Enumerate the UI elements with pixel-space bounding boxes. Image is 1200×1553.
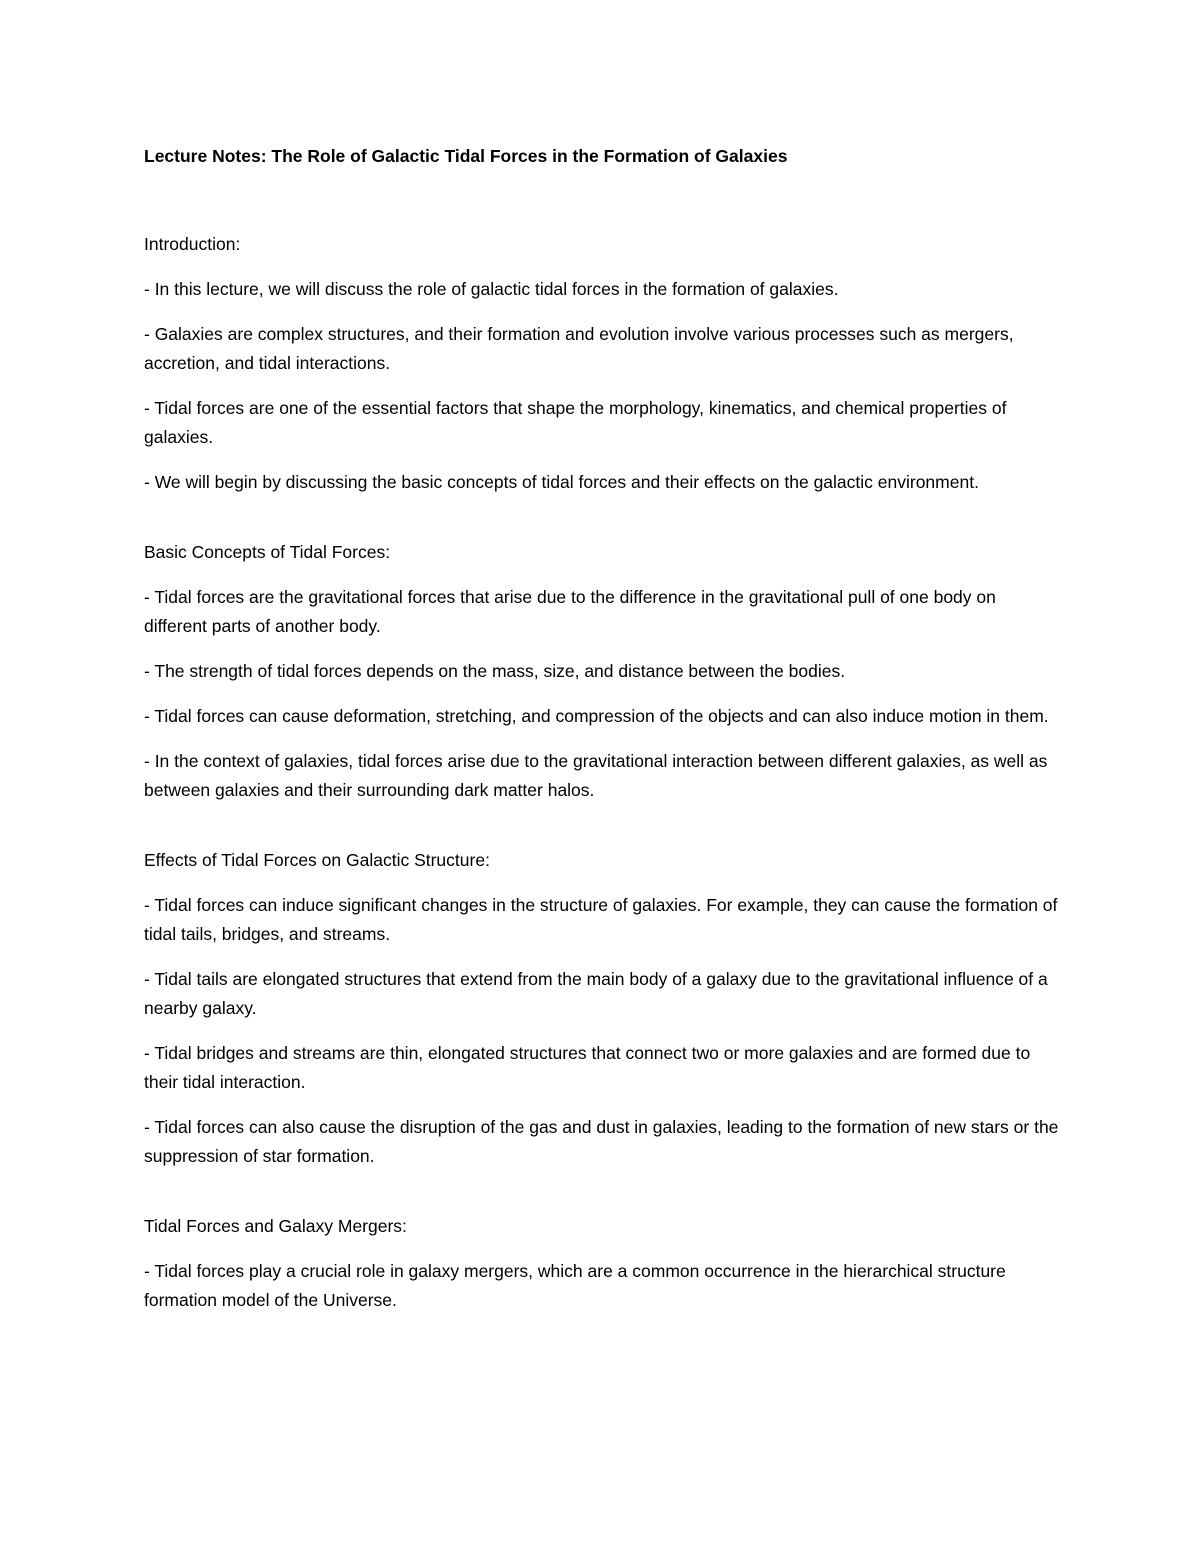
- bullet-item: - In this lecture, we will discuss the role of galactic tidal forces in the formation of galaxies.: [144, 279, 839, 299]
- bullet-item: - The strength of tidal forces depends on the mass, size, and distance between the bodies.: [144, 661, 846, 681]
- bullet-item: - Tidal forces are one of the essential factors that shape the morphology, kinematics, and chemical properties of galaxies.: [144, 398, 1007, 447]
- bullet-item: - Tidal forces can induce significant changes in the structure of galaxies. For example, they can cause the formation of tidal tails, bridges, and streams.: [144, 895, 1058, 944]
- bullet-item: - We will begin by discussing the basic concepts of tidal forces and their effects on the galactic environment.: [144, 472, 979, 492]
- bullet-item: - Tidal forces play a crucial role in galaxy mergers, which are a common occurrence in the hierarchical structure formation model of the Universe.: [144, 1261, 1006, 1310]
- section-mergers: [144, 1212, 1059, 1315]
- document-body: [144, 142, 1059, 1331]
- bullet-item: - In the context of galaxies, tidal forces arise due to the gravitational interaction between different galaxies, as well as between galaxies and their surrounding dark matter halos.: [144, 751, 1048, 800]
- bullet-item: - Tidal forces can cause deformation, stretching, and compression of the objects and can also induce motion in them.: [144, 706, 1049, 726]
- section-heading: Effects of Tidal Forces on Galactic Structure:: [144, 850, 490, 870]
- section-heading: Tidal Forces and Galaxy Mergers:: [144, 1216, 407, 1236]
- section-effects: [144, 846, 1059, 1171]
- bullet-item: - Tidal forces can also cause the disruption of the gas and dust in galaxies, leading to the formation of new stars or the suppression of star formation.: [144, 1117, 1059, 1166]
- section-heading: Introduction:: [144, 234, 241, 254]
- section-basic-concepts: [144, 538, 1059, 805]
- bullet-item: - Tidal bridges and streams are thin, elongated structures that connect two or more galaxies and are formed due to their tidal interaction.: [144, 1043, 1031, 1092]
- document-title: Lecture Notes: The Role of Galactic Tidal Forces in the Formation of Galaxies: [144, 146, 788, 166]
- section-introduction: [144, 230, 1059, 497]
- bullet-item: - Tidal forces are the gravitational forces that arise due to the difference in the gravitational pull of one body on different parts of another body.: [144, 587, 996, 636]
- bullet-item: - Tidal tails are elongated structures that extend from the main body of a galaxy due to the gravitational influence of a nearby galaxy.: [144, 969, 1048, 1018]
- section-heading: Basic Concepts of Tidal Forces:: [144, 542, 391, 562]
- bullet-item: - Galaxies are complex structures, and their formation and evolution involve various processes such as mergers, accretion, and tidal interactions.: [144, 324, 1014, 373]
